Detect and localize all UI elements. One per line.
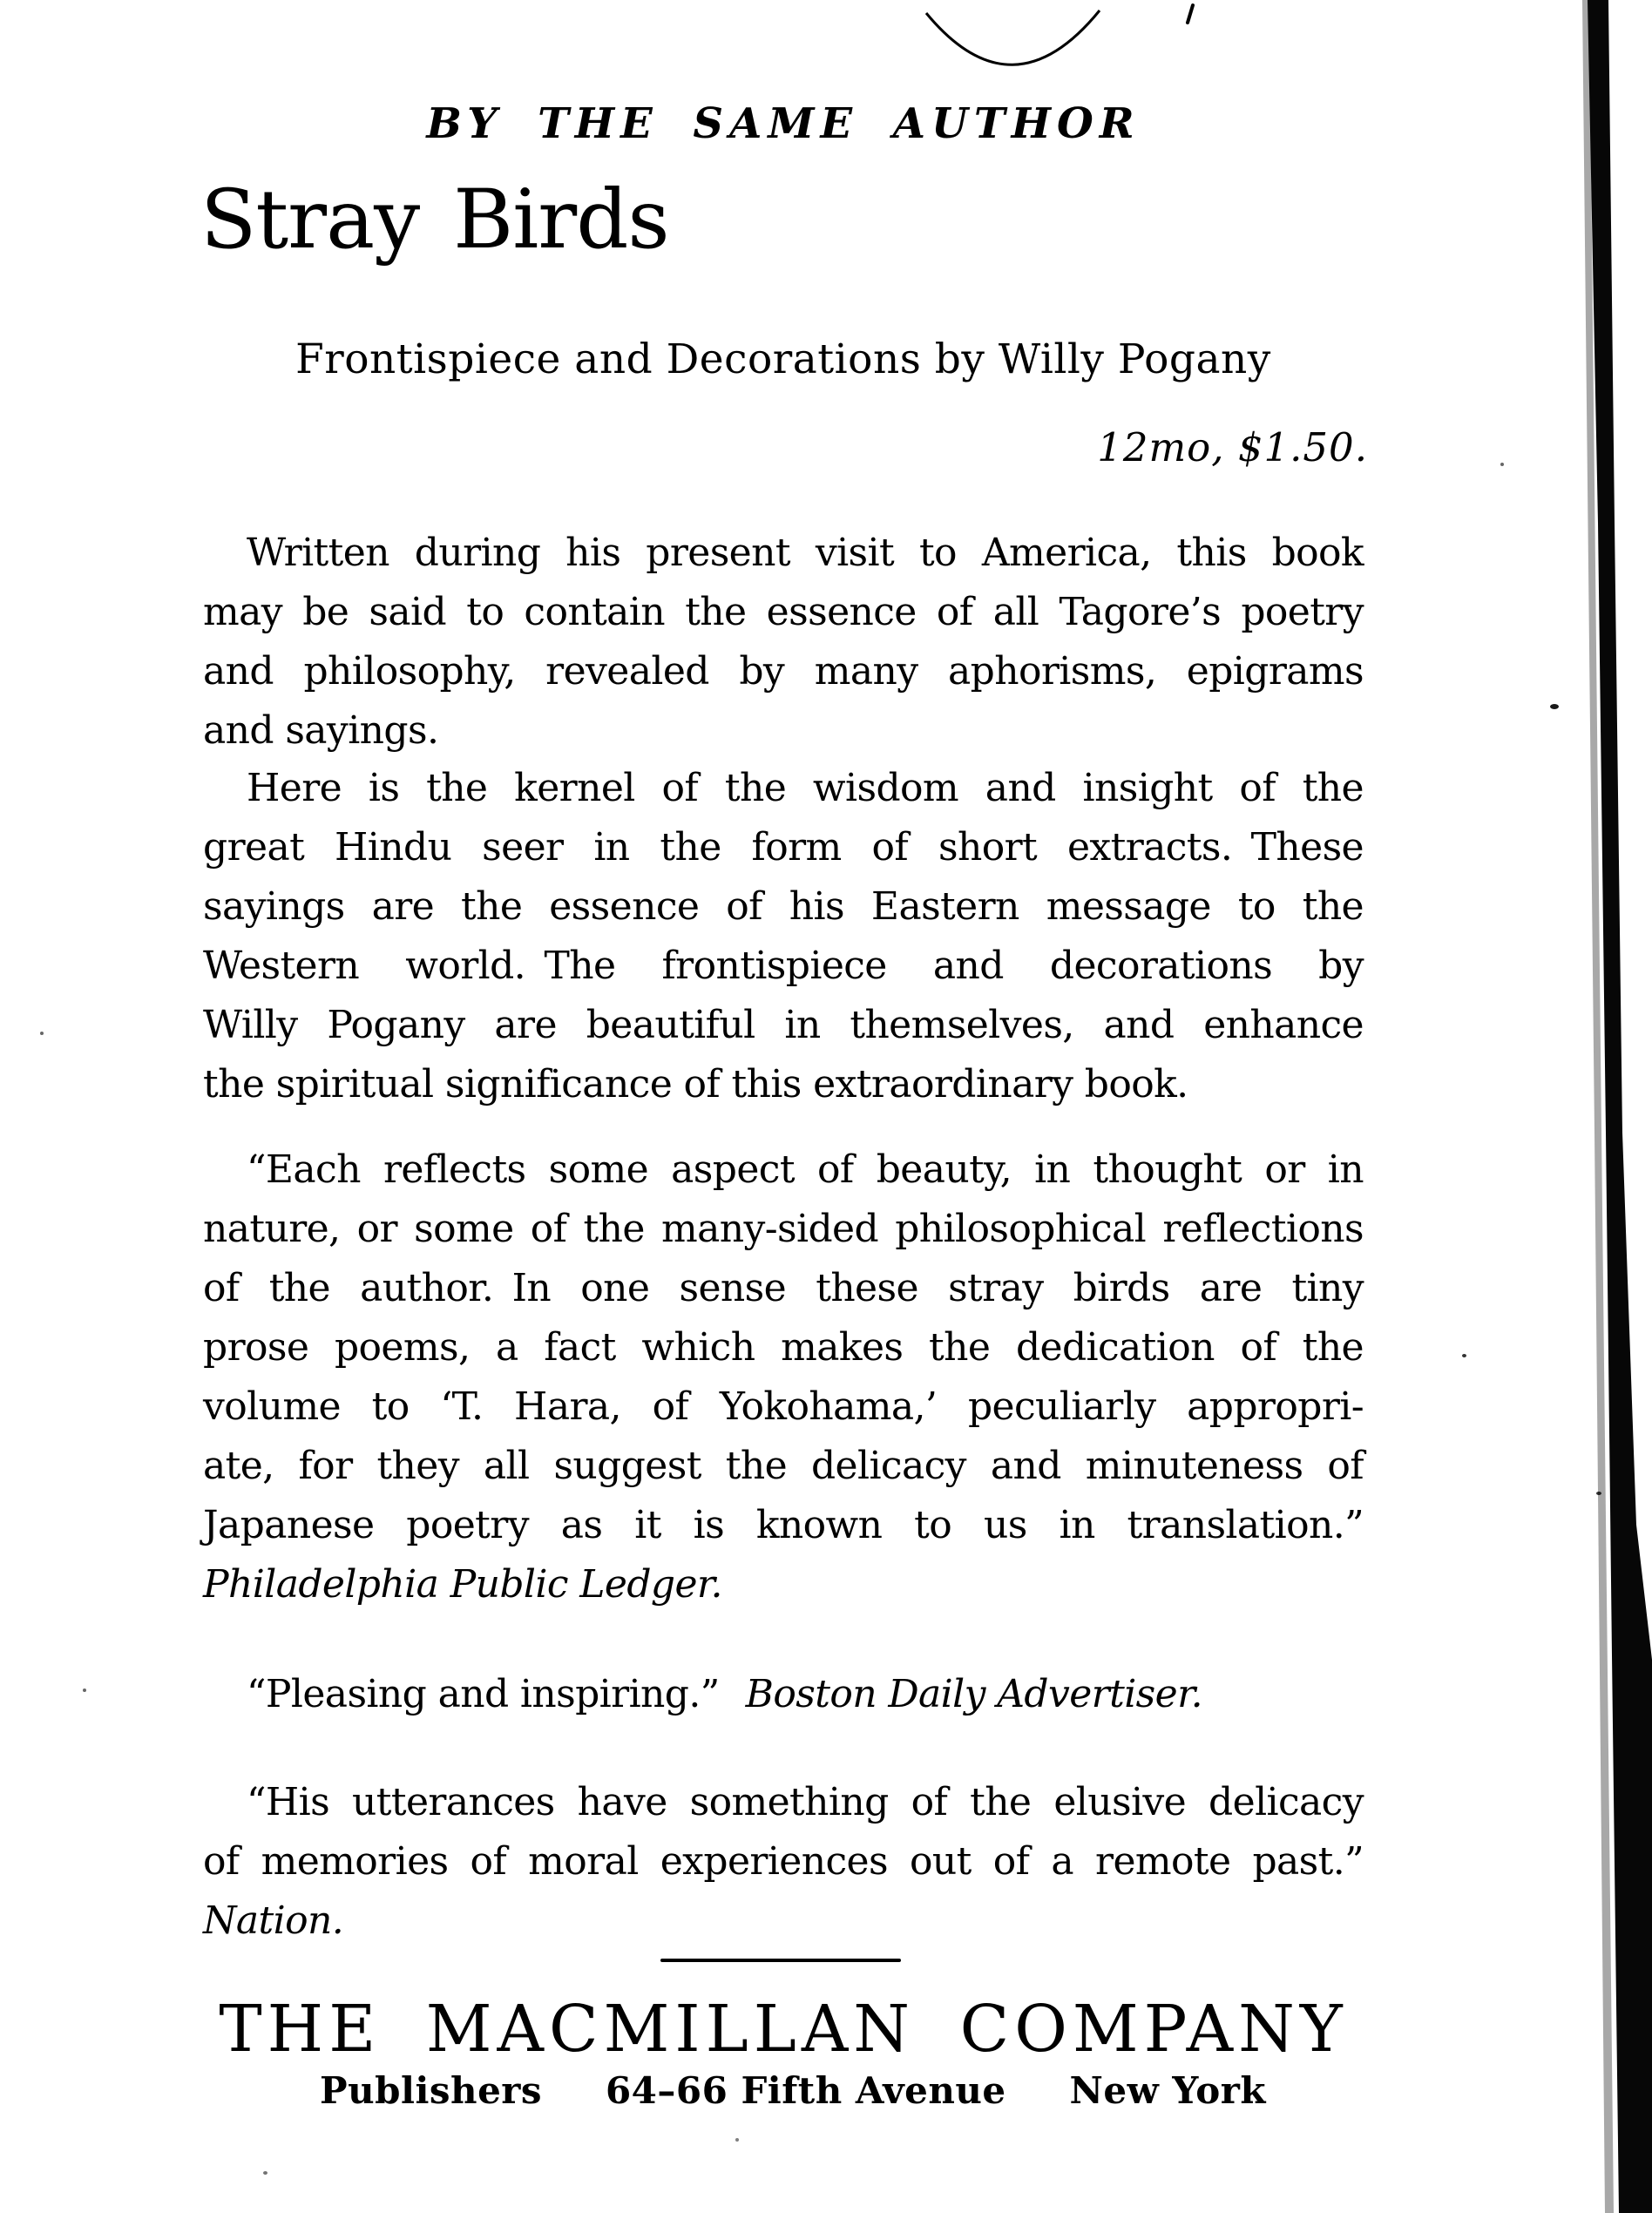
separator-rule	[660, 1959, 901, 1962]
dust-speck	[83, 1689, 86, 1692]
dust-speck	[1596, 1492, 1601, 1495]
publisher-imprint-line	[320, 2071, 1266, 2111]
dust-speck	[735, 2138, 739, 2142]
text-line: “His utterances have something of the elusive delicacy	[247, 1780, 1364, 1824]
review-source: Philadelphia Public Ledger.	[203, 1562, 722, 1607]
review-source: Nation.	[203, 1898, 344, 1943]
text-line: Here is the kernel of the wisdom and insight of the	[247, 766, 1364, 810]
text-line: Willy Pogany are beautiful in themselves, and enhance	[203, 1003, 1364, 1047]
text-line: the spiritual significance of this extraordinary book.	[203, 1062, 1188, 1106]
publisher-name: THE MACMILLAN COMPANY	[219, 1992, 1348, 2067]
text-line: prose poems, a fact which makes the dedication of the	[203, 1325, 1364, 1370]
paragraph-description-1	[203, 524, 1364, 761]
text-line: may be said to contain the essence of all Tagore’s poetry	[203, 590, 1364, 634]
text-line: and sayings.	[203, 708, 439, 753]
dust-speck	[1550, 704, 1559, 709]
text-line: of memories of moral experiences out of a remote past.”	[203, 1839, 1364, 1884]
text-line	[203, 1665, 1364, 1724]
text-line: of the author. In one sense these stray birds are tiny	[203, 1266, 1364, 1310]
dust-speck	[40, 1032, 44, 1035]
dust-speck	[1500, 463, 1504, 466]
stray-tick-mark	[1188, 5, 1193, 23]
review-source: Boston Daily Advertiser.	[745, 1672, 1203, 1716]
illustrator-byline: Frontispiece and Decorations by Willy Pogany	[295, 335, 1271, 383]
review-quote-ledger	[203, 1140, 1364, 1614]
series-note: BY THE SAME AUTHOR	[426, 99, 1141, 148]
dust-speck	[263, 2171, 267, 2175]
review-quote-nation	[203, 1773, 1364, 1951]
text-line: “Each reflects some aspect of beauty, in thought or in	[247, 1147, 1364, 1192]
publisher-address: 64–66 Fifth Avenue	[605, 2069, 1006, 2112]
text-line: and philosophy, revealed by many aphorisms, epigrams	[203, 649, 1364, 694]
text-line: Western world. The frontispiece and decorations by	[203, 944, 1364, 988]
text-line: Written during his present visit to America, this book	[247, 531, 1364, 575]
page-curl-arc	[926, 10, 1100, 64]
text-line: nature, or some of the many-sided philosophical reflections	[203, 1207, 1364, 1251]
book-title: Stray Birds	[200, 173, 669, 267]
paragraph-description-2	[203, 759, 1364, 1114]
text-line: ate, for they all suggest the delicacy and minuteness of	[203, 1444, 1364, 1488]
review-text: “Pleasing and inspiring.”	[247, 1672, 720, 1716]
publisher-role: Publishers	[320, 2069, 543, 2112]
text-line: sayings are the essence of his Eastern message to the	[203, 884, 1364, 929]
dust-speck	[1462, 1354, 1466, 1357]
review-quote-advertiser	[203, 1665, 1364, 1724]
text-line: great Hindu seer in the form of short extracts. These	[203, 825, 1364, 870]
publisher-city: New York	[1069, 2069, 1266, 2112]
text-line: Japanese poetry as it is known to us in translation.”	[203, 1503, 1364, 1547]
format-and-price: 12mo, $1.50.	[1097, 424, 1368, 470]
text-line: volume to ‘T. Hara, of Yokohama,’ peculiarly appropri-	[203, 1384, 1364, 1429]
